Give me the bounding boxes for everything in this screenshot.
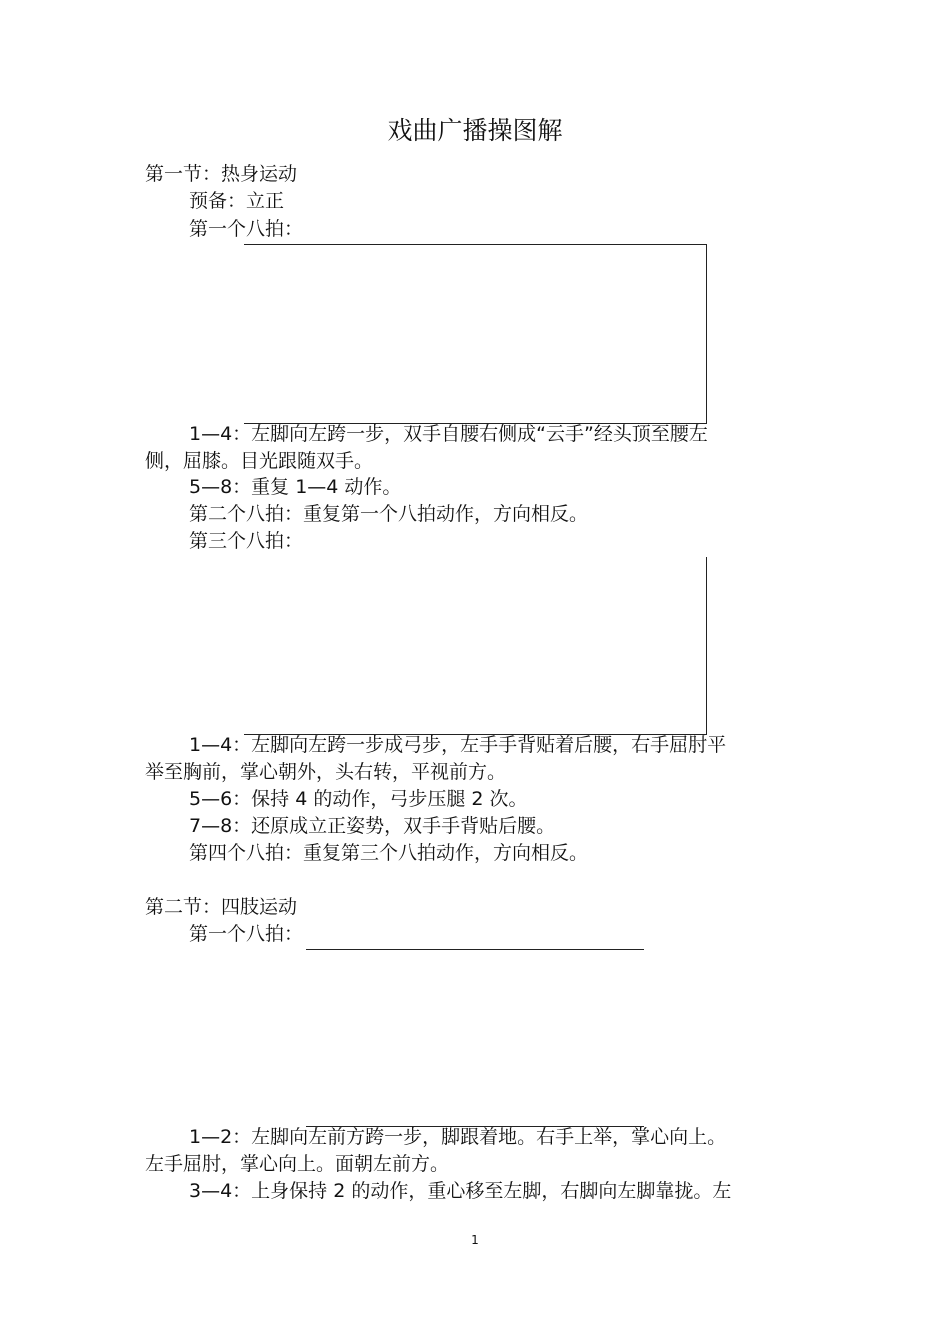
paragraph-line: 侧，屈膝。目光跟随双手。: [145, 450, 374, 472]
page-number: 1: [471, 1233, 479, 1247]
paragraph-line: 1—4：左脚向左跨一步成弓步，左手手背贴着后腰，右手屈肘平: [189, 734, 727, 756]
paragraph-line: 5—6：保持 4 的动作，弓步压腿 2 次。: [189, 788, 528, 810]
paragraph-line: 1—4：左脚向左跨一步，双手自腰右侧成“云手”经头顶至腰左: [189, 423, 708, 445]
paragraph-line: 第四个八拍：重复第三个八拍动作，方向相反。: [189, 842, 589, 864]
paragraph-line: 3—4：上身保持 2 的动作，重心移至左脚，右脚向左脚靠拢。左: [189, 1180, 732, 1202]
paragraph-line: 5—8：重复 1—4 动作。: [189, 476, 402, 498]
document-title: 戏曲广播操图解: [387, 116, 563, 145]
paragraph-line: 第二个八拍：重复第一个八拍动作，方向相反。: [189, 503, 589, 525]
paragraph-line: 预备：立正: [189, 190, 285, 212]
section-heading: 第一节：热身运动: [145, 163, 298, 185]
paragraph-line: 7—8：还原成立正姿势，双手手背贴后腰。: [189, 815, 556, 837]
paragraph-line: 1—2：左脚向左前方跨一步，脚跟着地。右手上举，掌心向上。: [189, 1126, 727, 1148]
paragraph-line: 第一个八拍：: [189, 218, 304, 240]
paragraph-line: 第三个八拍：: [189, 530, 304, 552]
paragraph-line: 左手屈肘，掌心向上。面朝左前方。: [145, 1153, 450, 1175]
paragraph-line: 第一个八拍：: [189, 923, 304, 945]
paragraph-line: 举至胸前，掌心朝外，头右转，平视前方。: [145, 761, 507, 783]
section-heading: 第二节：四肢运动: [145, 896, 298, 918]
